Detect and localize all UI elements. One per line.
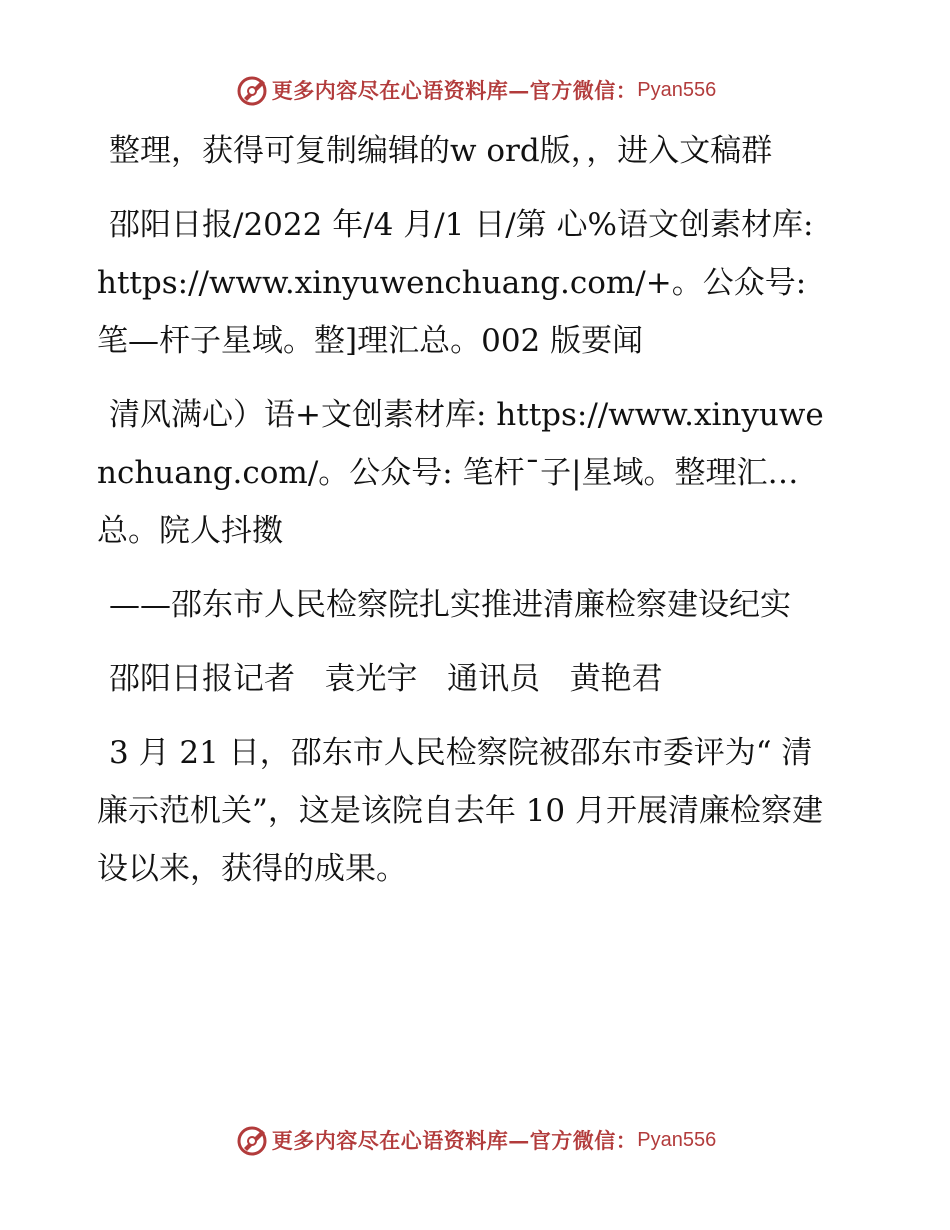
paragraph-subtitle: ——邵东市人民检察院扎实推进清廉检察建设纪实 (109, 587, 791, 623)
banner-wechat-id: Pyan556 (637, 78, 717, 101)
banner-wechat-id: Pyan556 (637, 1128, 717, 1151)
logo-icon (234, 72, 270, 108)
paragraph-byline: 邵阳日报记者 袁光宇 通讯员 黄艳君 (109, 661, 663, 697)
document-body (97, 122, 842, 914)
paragraph-source: 邵阳日报/2022 年/4 月/1 日/第 心%语文创素材库: https://www.xinyuwenchuang.com/+。公众号: 笔—杆子星域。整]理汇总。002 版要闻 (97, 207, 824, 359)
banner-text: 更多内容尽在心语资料库—官方微信： (271, 78, 638, 103)
paragraph-lead: 3 月 21 日，邵东市人民检察院被邵东市委评为“ 清廉示范机关”，这是该院自去年 10 月开展清廉检察建设以来，获得的成果。 (97, 735, 824, 887)
logo-icon (234, 1122, 270, 1158)
paragraph-headline: 清风满心）语+文创素材库: https://www.xinyuwenchuang.com/。公众号: 笔杆¯子|星域。整理汇…总。院人抖擞 (97, 397, 824, 549)
banner-text: 更多内容尽在心语资料库—官方微信： (271, 1128, 638, 1153)
footer-banner (0, 1120, 950, 1160)
header-banner (0, 70, 950, 110)
paragraph-intro: 整理，获得可复制编辑的w ord版，，进入文稿群 (109, 133, 773, 169)
